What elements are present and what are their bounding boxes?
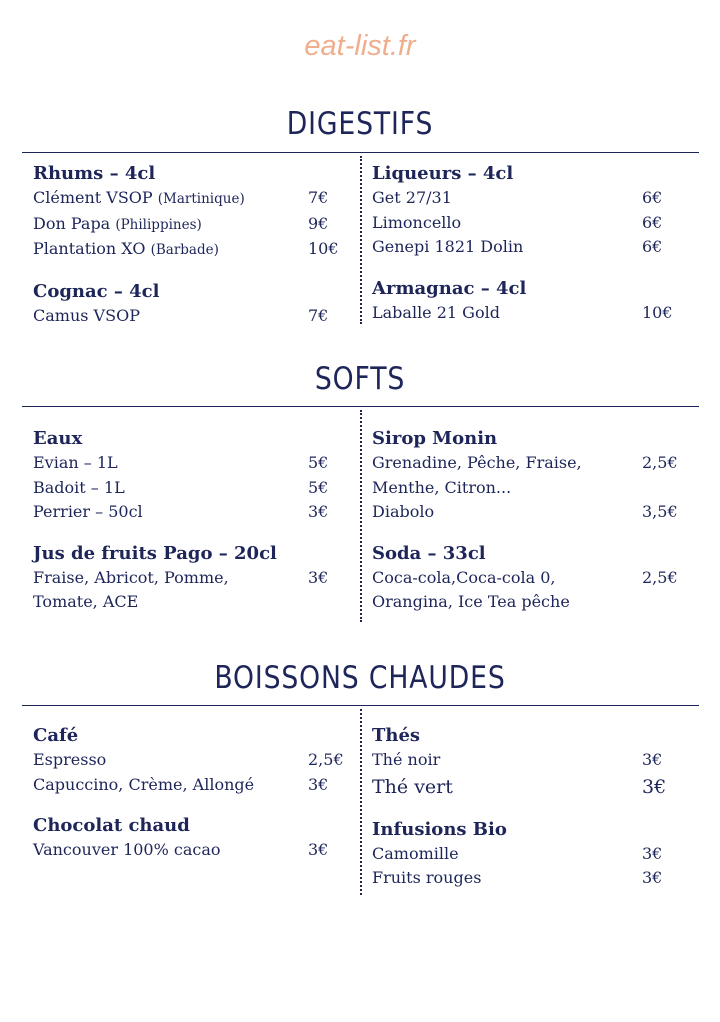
watermark: eat-list.fr — [304, 30, 416, 62]
item-price: 2,5€ — [642, 453, 678, 472]
item-name: Limoncello — [372, 212, 462, 232]
menu-item — [372, 773, 687, 801]
section-rule — [22, 705, 699, 706]
menu-item — [372, 186, 687, 211]
section-title-boissons-chaudes: BOISSONS CHAUDES — [214, 660, 506, 696]
column-divider — [360, 410, 362, 622]
item-name: Camomille — [372, 843, 459, 863]
item-name: Espresso — [33, 750, 107, 769]
menu-item — [33, 590, 348, 615]
item-price: 6€ — [642, 237, 663, 256]
item-name: Perrier – 50cl — [33, 502, 143, 521]
menu-column — [372, 426, 687, 631]
group-title: Cognac – 4cl — [33, 280, 160, 302]
item-origin: (Martinique) — [157, 191, 245, 207]
item-origin: (Philippines) — [115, 216, 202, 233]
item-price: 10€ — [642, 302, 673, 322]
menu-item — [33, 186, 348, 212]
group-title: Jus de fruits Pago – 20cl — [33, 542, 277, 564]
group-title: Infusions Bio — [372, 818, 507, 840]
item-price: 3,5€ — [642, 502, 678, 521]
group-title: Chocolat chaud — [33, 815, 190, 836]
item-price: 3€ — [642, 775, 667, 798]
menu-item — [33, 304, 348, 329]
menu-group — [372, 161, 687, 260]
menu-item — [33, 212, 348, 238]
item-name: Tomate, ACE — [33, 592, 139, 611]
menu-item — [372, 866, 687, 891]
menu-column — [372, 723, 687, 907]
menu-item — [33, 773, 348, 798]
item-name: Thé vert — [372, 775, 453, 798]
item-price: 7€ — [308, 188, 329, 207]
menu-group — [33, 813, 348, 863]
item-origin: (Barbade) — [150, 242, 219, 258]
item-name: Menthe, Citron... — [372, 477, 512, 497]
group-title: Liqueurs – 4cl — [372, 163, 514, 184]
item-price: 3€ — [308, 774, 329, 794]
group-title: Armagnac – 4cl — [372, 277, 527, 299]
menu-item — [372, 211, 687, 236]
menu-item — [33, 838, 348, 863]
menu-group — [33, 426, 348, 525]
menu-group — [33, 541, 348, 615]
menu-item — [372, 451, 687, 476]
menu-group — [372, 817, 687, 891]
item-price: 9€ — [308, 213, 329, 233]
group-title: Eaux — [33, 428, 83, 449]
group-title: Soda – 33cl — [372, 542, 486, 564]
item-name: Badoit – 1L — [33, 477, 125, 497]
menu-item — [372, 301, 687, 326]
menu-group — [372, 723, 687, 801]
item-name: Laballe 21 Gold — [372, 302, 500, 322]
group-title: Sirop Monin — [372, 428, 498, 449]
menu-group — [372, 276, 687, 326]
item-price: 2,5€ — [308, 750, 344, 769]
item-name: Vancouver 100% cacao — [33, 840, 221, 859]
menu-group — [372, 426, 687, 525]
menu-group — [372, 541, 687, 615]
section-rule — [22, 152, 699, 153]
menu-item — [372, 476, 687, 501]
column-divider — [360, 709, 362, 895]
group-title: Rhums – 4cl — [33, 163, 156, 184]
item-name: Get 27/31 — [372, 188, 452, 207]
menu-item — [33, 451, 348, 476]
item-price: 6€ — [642, 188, 663, 207]
item-name: Coca-cola,Coca-cola 0, — [372, 567, 556, 587]
menu-item — [33, 748, 348, 773]
item-price: 3€ — [642, 868, 663, 887]
item-name: Fruits rouges — [372, 868, 482, 887]
item-name: Orangina, Ice Tea pêche — [372, 592, 570, 611]
menu-item — [372, 235, 687, 260]
item-price: 3€ — [308, 502, 329, 521]
item-name: Clément VSOP — [33, 188, 153, 207]
menu-item — [33, 500, 348, 525]
menu-item — [33, 237, 348, 263]
item-name: Camus VSOP — [33, 305, 140, 325]
item-price: 7€ — [308, 305, 329, 325]
section-title-digestifs: DIGESTIFS — [286, 106, 434, 142]
item-price: 5€ — [308, 453, 329, 472]
group-title: Thés — [372, 725, 421, 746]
section-title-softs: SOFTS — [314, 361, 406, 397]
item-price: 6€ — [642, 212, 663, 232]
item-name: Plantation XO — [33, 239, 146, 258]
item-name: Genepi 1821 Dolin — [372, 237, 524, 256]
menu-item — [372, 590, 687, 615]
item-price: 2,5€ — [642, 567, 678, 587]
item-price: 10€ — [308, 239, 339, 258]
item-price: 3€ — [308, 840, 329, 859]
menu-item — [372, 748, 687, 773]
item-name: Diabolo — [372, 502, 435, 521]
item-name: Capuccino, Crème, Allongé — [33, 774, 255, 794]
item-price: 3€ — [642, 750, 663, 769]
menu-item — [33, 566, 348, 591]
menu-column — [33, 723, 348, 879]
item-price: 3€ — [642, 843, 663, 863]
menu-column — [372, 161, 687, 341]
menu-group — [33, 723, 348, 797]
item-price: 5€ — [308, 477, 329, 497]
item-name: Grenadine, Pêche, Fraise, — [372, 453, 582, 472]
menu-item — [372, 566, 687, 591]
section-rule — [22, 406, 699, 407]
menu-item — [372, 500, 687, 525]
menu-column — [33, 161, 348, 344]
item-name: Thé noir — [372, 750, 441, 769]
item-name: Fraise, Abricot, Pomme, — [33, 567, 229, 587]
item-name: Don Papa — [33, 213, 111, 233]
menu-group — [33, 279, 348, 329]
menu-group — [33, 161, 348, 263]
menu-item — [372, 842, 687, 867]
group-title: Café — [33, 725, 79, 746]
menu-item — [33, 476, 348, 501]
column-divider — [360, 156, 362, 324]
item-price: 3€ — [308, 567, 329, 587]
item-name: Evian – 1L — [33, 453, 118, 472]
menu-column — [33, 426, 348, 631]
